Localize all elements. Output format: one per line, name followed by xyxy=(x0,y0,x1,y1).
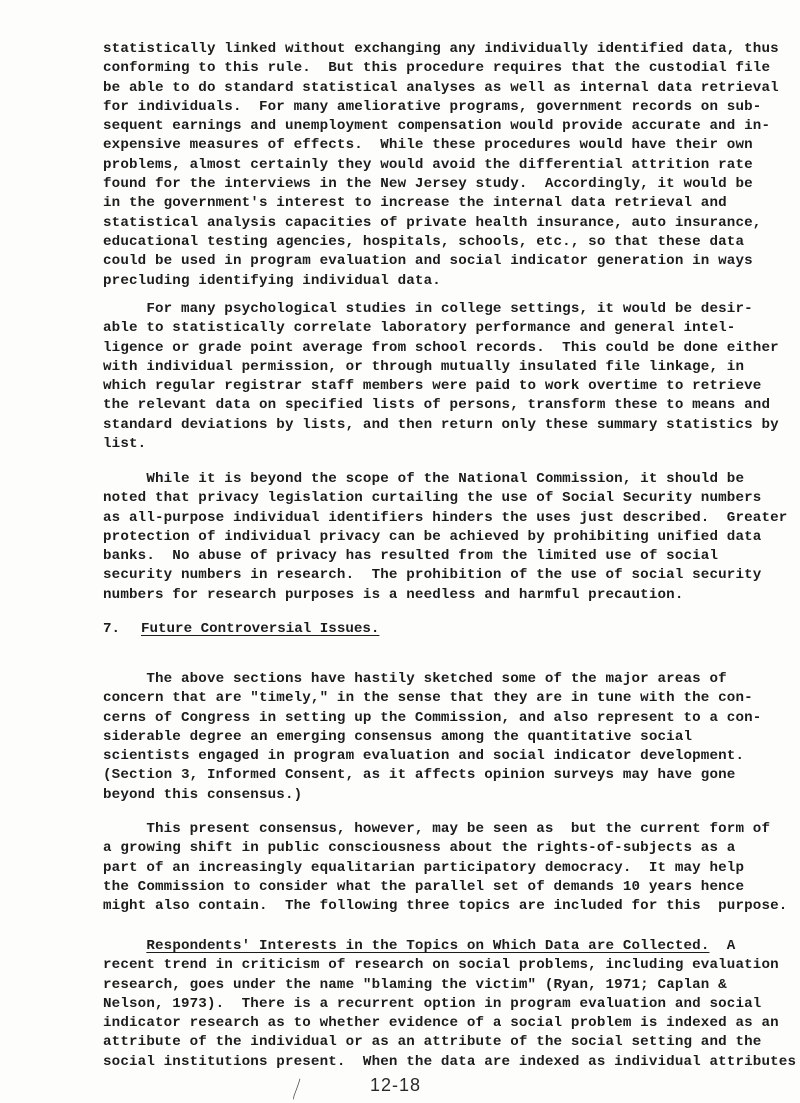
text-line: attribute of the individual or as an attribute of the social setting and the xyxy=(103,1034,762,1051)
text-line: standard deviations by lists, and then return only these summary statistics by xyxy=(103,416,779,433)
text-line: sequent earnings and unemployment compensation would provide accurate and in- xyxy=(103,118,771,135)
text-line: part of an increasingly equalitarian participatory democracy. It may help xyxy=(103,859,745,876)
text-line: for individuals. For many ameliorative programs, government records on sub- xyxy=(103,98,762,115)
text-line: precluding identifying individual data. xyxy=(103,272,441,289)
text-line: which regular registrar staff members were paid to work overtime to retrieve xyxy=(103,378,762,395)
text-line: noted that privacy legislation curtailing the use of Social Security numbers xyxy=(103,490,762,507)
text-line: numbers for research purposes is a needless and harmful precaution. xyxy=(103,586,684,603)
text-line: scientists engaged in program evaluation and social indicator development. xyxy=(103,748,745,765)
text-line: ligence or grade point average from school records. This could be done either xyxy=(103,339,779,356)
pen-mark-icon xyxy=(290,1078,304,1100)
text-line: able to statistically correlate laboratory performance and general intel- xyxy=(103,320,736,337)
paragraph-lead-phrase: Respondents' Interests in the Topics on Which Data are Collected. xyxy=(146,938,710,954)
text-line: in the government's interest to increase the internal data retrieval and xyxy=(103,195,727,212)
text-line: protection of individual privacy can be achieved by prohibiting unified data xyxy=(103,528,762,545)
text-line: as all-purpose individual identifiers hinders the uses just described. Greater xyxy=(103,509,788,526)
text-line xyxy=(103,937,773,956)
paragraph-2 xyxy=(103,300,779,454)
section-title: Future Controversial Issues. xyxy=(141,621,380,637)
paragraph-1 xyxy=(103,40,779,291)
text-line: security numbers in research. The prohibition of the use of social security xyxy=(103,567,762,584)
text-line: (Section 3, Informed Consent, as it affects opinion surveys may have gone xyxy=(103,767,736,784)
text-line: could be used in program evaluation and social indicator generation in ways xyxy=(103,253,753,270)
text-line: statistically linked without exchanging any individually identified data, thus xyxy=(103,41,779,57)
text-line: educational testing agencies, hospitals, schools, etc., so that these data xyxy=(103,233,745,250)
paragraph-4 xyxy=(103,670,773,805)
text-line: a growing shift in public consciousness about the rights-of-subjects as a xyxy=(103,840,736,857)
text-line: indicator research as to whether evidence of a social problem is indexed as an xyxy=(103,1015,779,1032)
text-line: found for the interviews in the New Jersey study. Accordingly, it would be xyxy=(103,176,753,193)
text-line: the Commission to consider what the parallel set of demands 10 years hence xyxy=(103,878,745,895)
text-line: conforming to this rule. But this procedure requires that the custodial file xyxy=(103,60,771,77)
text-line: While it is beyond the scope of the National Commission, it should be xyxy=(103,471,745,487)
text-line: beyond this consensus.) xyxy=(103,786,303,803)
paragraph-6 xyxy=(103,937,797,1072)
paragraph-lead-tail: A xyxy=(709,938,736,954)
text-line: be able to do standard statistical analyses as well as internal data retrieval xyxy=(103,79,779,96)
text-line: For many psychological studies in college settings, it would be desir- xyxy=(103,301,753,317)
text-line: recent trend in criticism of research on social problems, including evaluation xyxy=(103,957,779,974)
text-line: This present consensus, however, may be seen as but the current form of xyxy=(103,821,771,837)
text-line: statistical analysis capacities of private health insurance, auto insurance, xyxy=(103,214,762,231)
text-line: cerns of Congress in setting up the Commission, and also represent to a con- xyxy=(103,709,762,726)
section-number: 7. xyxy=(103,621,121,637)
text-line: The above sections have hastily sketched some of the major areas of xyxy=(103,671,727,687)
page-number: 12-18 xyxy=(370,1075,422,1095)
text-line: siderable degree an emerging consensus among the quantitative social xyxy=(103,728,693,745)
text-line: Nelson, 1973). There is a recurrent option in program evaluation and social xyxy=(103,995,762,1012)
text-line: concern that are "timely," in the sense that they are in tune with the con- xyxy=(103,690,753,707)
text-line: list. xyxy=(103,436,147,453)
paragraph-5 xyxy=(103,820,788,916)
text-line: the relevant data on specified lists of persons, transform these to means and xyxy=(103,397,771,414)
text-line: banks. No abuse of privacy has resulted from the limited use of social xyxy=(103,548,719,565)
text-line: social institutions present. When the data are indexed as individual attributes xyxy=(103,1053,797,1070)
text-line: expensive measures of effects. While these procedures would have their own xyxy=(103,137,753,154)
text-line: research, goes under the name "blaming the victim" (Ryan, 1971; Caplan & xyxy=(103,976,727,993)
section-heading xyxy=(103,620,379,639)
paragraph-3 xyxy=(103,470,788,605)
text-line: problems, almost certainly they would avoid the differential attrition rate xyxy=(103,156,753,173)
text-line: might also contain. The following three topics are included for this purpose. xyxy=(103,898,788,915)
text-line: with individual permission, or through mutually insulated file linkage, in xyxy=(103,358,745,375)
